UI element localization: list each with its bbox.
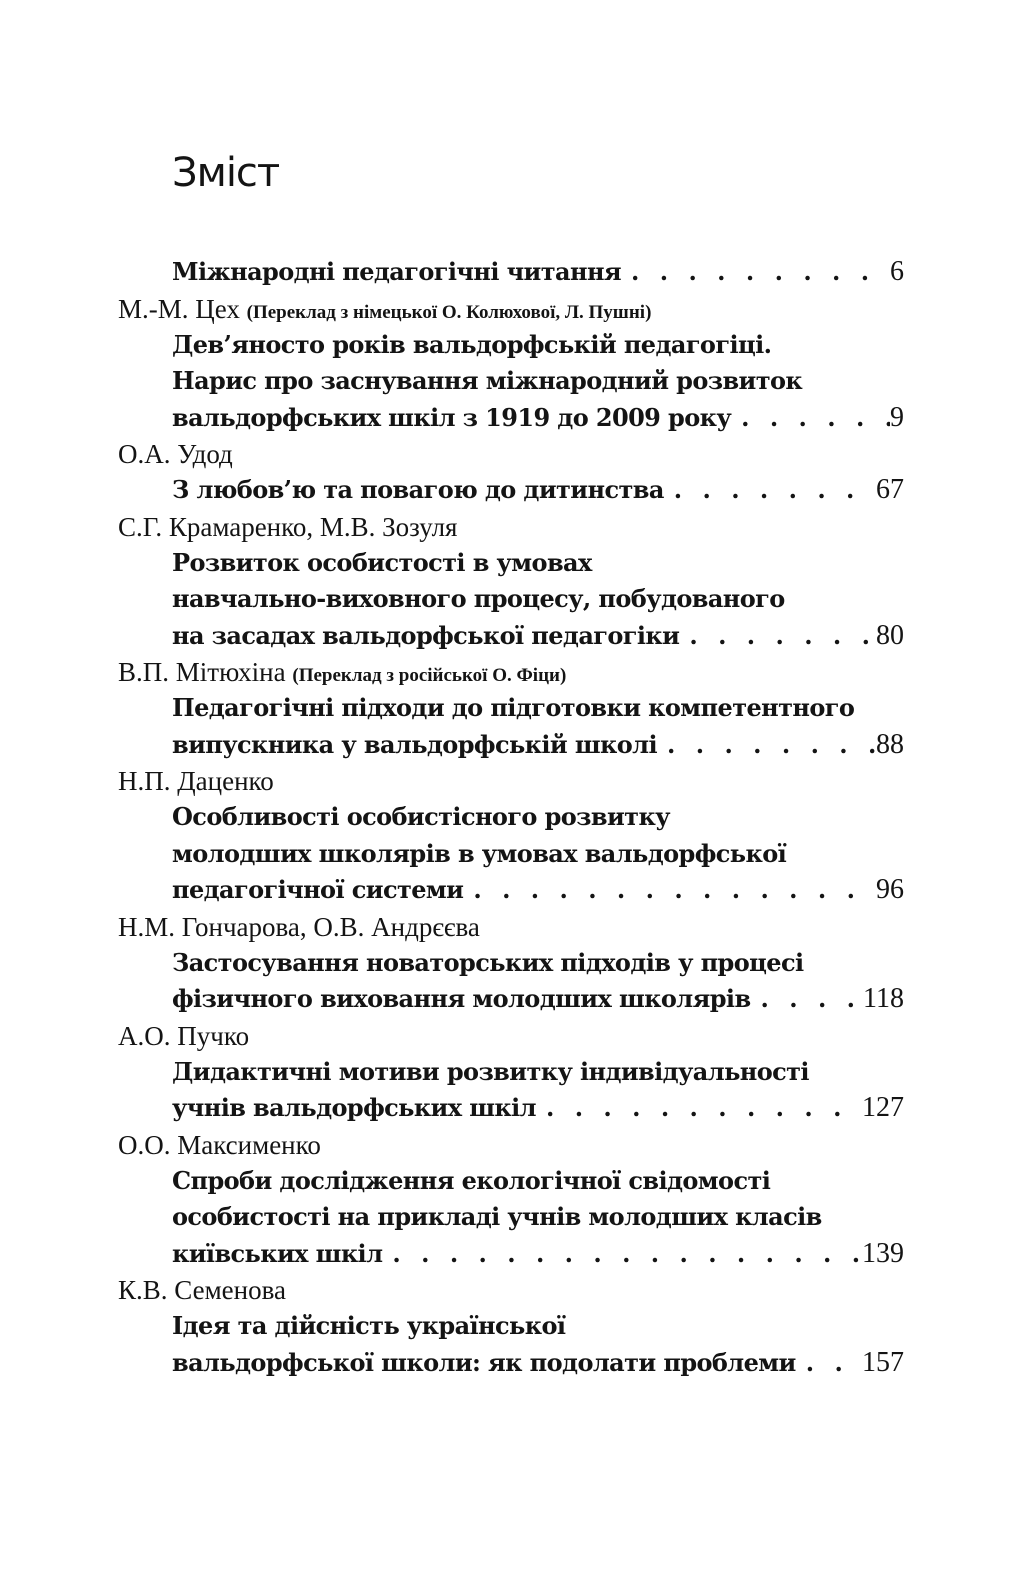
article-title: Спроби дослідження екологічної свідомості <box>172 1165 771 1195</box>
article-title: особистості на прикладі учнів молодших класів <box>172 1202 822 1231</box>
toc-entry <box>118 1018 904 1127</box>
toc-title-line <box>118 836 904 873</box>
toc-title-line <box>118 545 904 582</box>
article-title: на засадах вальдорфської педагогіки <box>172 620 680 650</box>
translation-note: (Переклад з російської О. Фіци) <box>292 665 567 686</box>
page-number: 127 <box>862 1092 904 1123</box>
toc-author <box>118 1018 904 1054</box>
article-title: Дев’яносто років вальдорфській педагогіці. <box>172 329 772 359</box>
toc-title-line <box>118 1090 904 1127</box>
author-name: Н.М. Гончарова, О.В. Андрєєва <box>118 911 480 942</box>
toc-entry <box>118 254 904 291</box>
author-name: А.О. Пучко <box>118 1020 250 1051</box>
page-number: 118 <box>863 983 904 1014</box>
toc-entry <box>118 436 904 509</box>
toc-title-line <box>118 1163 904 1200</box>
author-name: С.Г. Крамаренко, М.В. Зозуля <box>118 511 458 542</box>
author-name: К.В. Семенова <box>118 1275 286 1305</box>
toc-author <box>118 1272 904 1308</box>
page-number: 88 <box>876 728 904 760</box>
dot-leader <box>382 1236 862 1273</box>
toc-title-line <box>118 472 904 509</box>
toc-title-line <box>118 1236 904 1273</box>
toc-title-line <box>118 581 904 618</box>
article-title: Особливості особистісного розвитку <box>172 802 670 831</box>
toc-title-line <box>118 690 904 727</box>
toc-title-line <box>118 327 904 364</box>
toc-title-line <box>118 981 904 1018</box>
dot-leader <box>657 727 876 764</box>
article-title: молодших школярів в умовах вальдорфської <box>172 838 787 868</box>
author-name: М.-М. Цех <box>118 293 240 324</box>
dot-leader <box>679 618 876 655</box>
toc-author <box>118 1127 904 1163</box>
article-title: Застосування новаторських підходів у процесі <box>172 947 804 977</box>
translation-note: (Переклад з німецької О. Колюхової, Л. Пушні) <box>246 301 652 323</box>
page-number: 67 <box>876 474 904 505</box>
toc-author <box>118 654 904 690</box>
toc-author <box>118 763 904 799</box>
page-number: 139 <box>862 1237 904 1269</box>
toc-author <box>118 436 904 472</box>
article-title: фізичного виховання молодших школярів <box>172 984 751 1013</box>
toc-title-line <box>118 727 904 764</box>
toc-entry <box>118 909 904 1018</box>
article-title: вальдорфської школи: як подолати проблеми <box>172 1347 796 1377</box>
toc-title-line <box>118 1054 904 1091</box>
article-title: учнів вальдорфських шкіл <box>172 1093 536 1122</box>
article-title: З любов’ю та повагою до дитинства <box>172 475 664 504</box>
page-number: 157 <box>862 1346 904 1378</box>
page-number: 9 <box>890 401 904 433</box>
article-title: випускника у вальдорфській школі <box>172 729 658 759</box>
dot-leader <box>796 1345 862 1382</box>
article-title: Педагогічні підходи до підготовки компетентного <box>172 693 855 722</box>
table-of-contents <box>118 254 904 1381</box>
article-title: навчально-виховного процесу, побудованого <box>172 584 785 613</box>
toc-title-line <box>118 872 904 909</box>
toc-title-line <box>118 799 904 836</box>
toc-title-line <box>118 945 904 982</box>
dot-leader <box>751 981 864 1018</box>
article-title: Ідея та дійсність української <box>172 1311 566 1340</box>
article-title: Міжнародні педагогічні читання <box>172 257 622 286</box>
toc-title-line <box>118 618 904 655</box>
article-title: Нарис про заснування міжнародний розвиток <box>172 366 803 395</box>
toc-entry <box>118 291 904 437</box>
toc-title-line <box>118 254 904 291</box>
toc-entry <box>118 509 904 655</box>
author-name: Н.П. Даценко <box>118 766 274 796</box>
article-title: київських шкіл <box>172 1238 383 1268</box>
article-title: Розвиток особистості в умовах <box>172 547 592 577</box>
page-number: 6 <box>890 256 904 287</box>
toc-title-line <box>118 363 904 400</box>
toc-entry <box>118 1127 904 1273</box>
toc-title-line <box>118 1345 904 1382</box>
page-number: 80 <box>876 619 904 651</box>
toc-author <box>118 509 904 545</box>
dot-leader <box>731 400 890 437</box>
toc-title-line <box>118 1199 904 1236</box>
toc-title-line <box>118 400 904 437</box>
toc-entry <box>118 763 904 909</box>
dot-leader <box>536 1090 862 1127</box>
page-number: 96 <box>876 874 904 905</box>
toc-entry <box>118 654 904 763</box>
page-title: Зміст <box>172 150 280 196</box>
author-name: О.А. Удод <box>118 439 233 469</box>
article-title: Дидактичні мотиви розвитку індивідуальності <box>172 1056 809 1086</box>
toc-author <box>118 291 904 327</box>
dot-leader <box>621 254 890 291</box>
toc-entry <box>118 1272 904 1381</box>
toc-author <box>118 909 904 945</box>
author-name: В.П. Мітюхіна <box>118 657 286 687</box>
dot-leader <box>463 872 876 909</box>
author-name: О.О. Максименко <box>118 1129 321 1160</box>
article-title: вальдорфських шкіл з 1919 до 2009 року <box>172 402 732 432</box>
article-title: педагогічної системи <box>172 875 464 904</box>
dot-leader <box>664 472 876 509</box>
toc-title-line <box>118 1308 904 1345</box>
